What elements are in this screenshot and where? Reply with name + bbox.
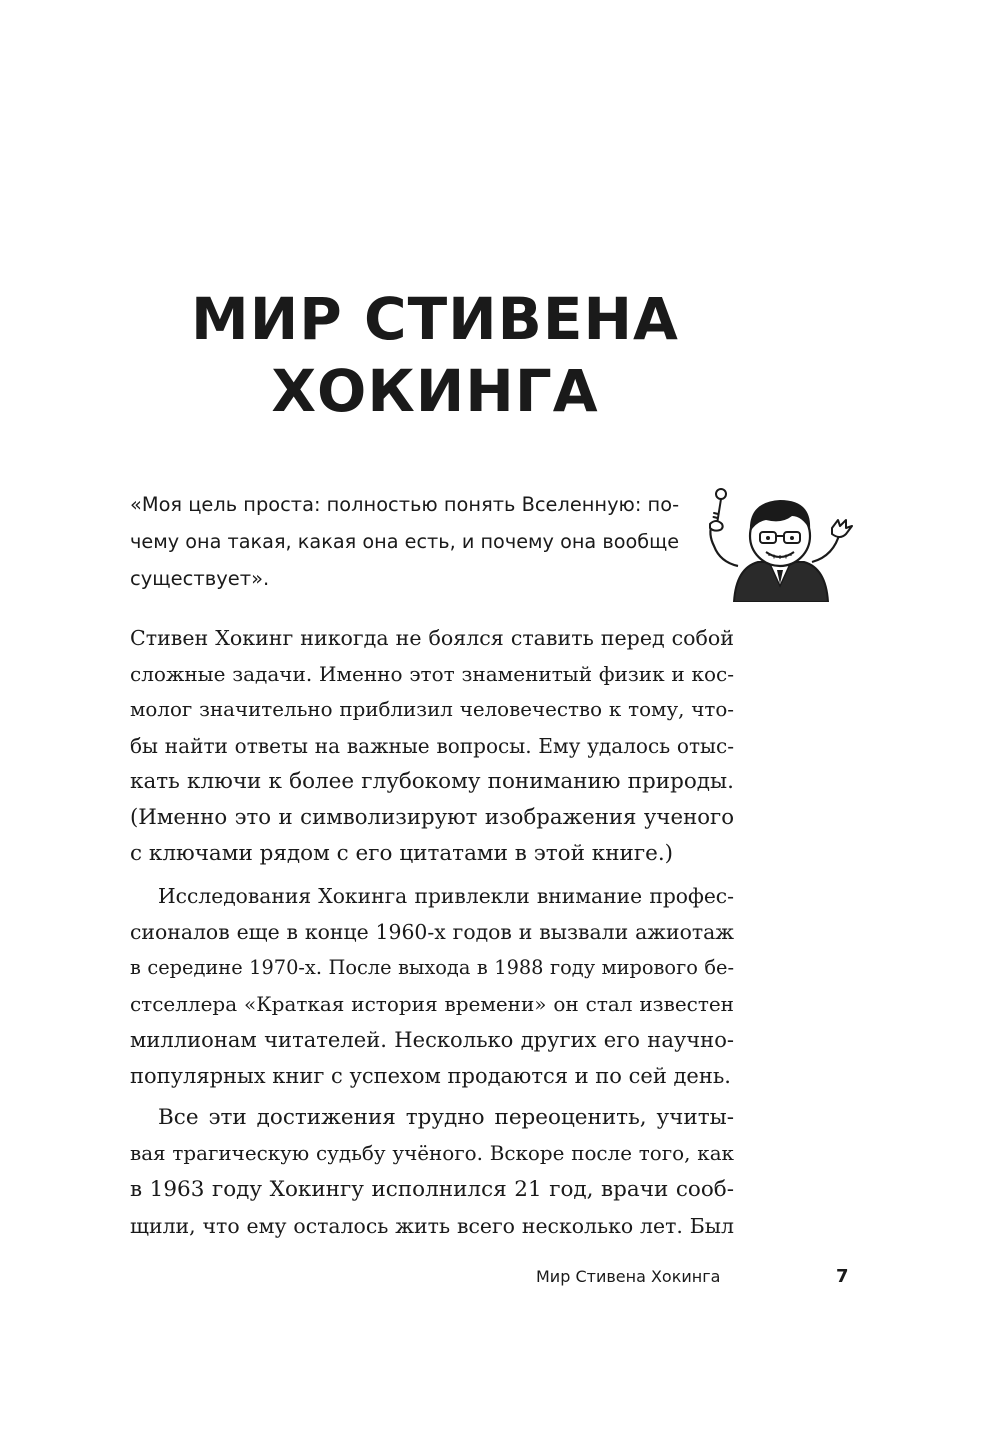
chapter-title-line-2: ХОКИНГА — [271, 357, 599, 425]
chapter-title — [130, 283, 740, 427]
text-line: кать ключи к более глубокому пониманию природы. — [130, 769, 734, 794]
paragraph — [130, 1100, 734, 1244]
text-line: миллионам читателей. Несколько других его научно- — [130, 1027, 734, 1052]
text-line: сложные задачи. Именно этот знаменитый физик и кос- — [130, 662, 734, 686]
text-line: с ключами рядом с его цитатами в этой книге.) — [130, 841, 674, 866]
text-line: щили, что ему осталось жить всего несколько лет. Был — [130, 1214, 734, 1238]
paragraph — [130, 878, 734, 1094]
text-line: Стивен Хокинг никогда не боялся ставить перед собой — [130, 626, 734, 650]
text-line: Все эти достижения трудно переоценить, учиты- — [158, 1105, 734, 1130]
quote-line: «Моя цель проста: полностью понять Вселенную: по- — [130, 493, 680, 516]
text-line: стселлера «Краткая история времени» он стал известен — [130, 992, 734, 1016]
text-line: в середине 1970-х. После выхода в 1988 году мирового бе- — [130, 956, 734, 979]
epigraph-quote — [130, 486, 682, 597]
paragraph — [130, 620, 734, 872]
text-line: Исследования Хокинга привлекли внимание профес- — [158, 884, 734, 908]
text-line: бы найти ответы на важные вопросы. Ему удалось отыс- — [130, 734, 734, 758]
quote-line: существует». — [130, 567, 270, 590]
text-line: вая трагическую судьбу учёного. Вскоре после того, как — [130, 1142, 734, 1165]
page-number: 7 — [836, 1266, 849, 1287]
quote-line: чему она такая, какая она есть, и почему она вообще — [130, 530, 680, 553]
key-icon — [714, 489, 727, 524]
text-line: в 1963 году Хокингу исполнился 21 год, врачи сооб- — [130, 1177, 734, 1202]
text-line: молог значительно приблизил человечество к тому, что- — [130, 698, 734, 721]
running-footer-title: Мир Стивена Хокинга — [536, 1267, 721, 1286]
text-line: (Именно это и символизируют изображения ученого — [130, 805, 734, 830]
body-text — [130, 620, 734, 1250]
text-line: популярных книг с успехом продаются и по сей день. — [130, 1064, 731, 1088]
text-line: сионалов еще в конце 1960-х годов и вызвали ажиотаж — [130, 920, 734, 944]
chapter-title-line-1: МИР СТИВЕНА — [191, 285, 679, 353]
hawking-cartoon-icon — [700, 484, 860, 602]
